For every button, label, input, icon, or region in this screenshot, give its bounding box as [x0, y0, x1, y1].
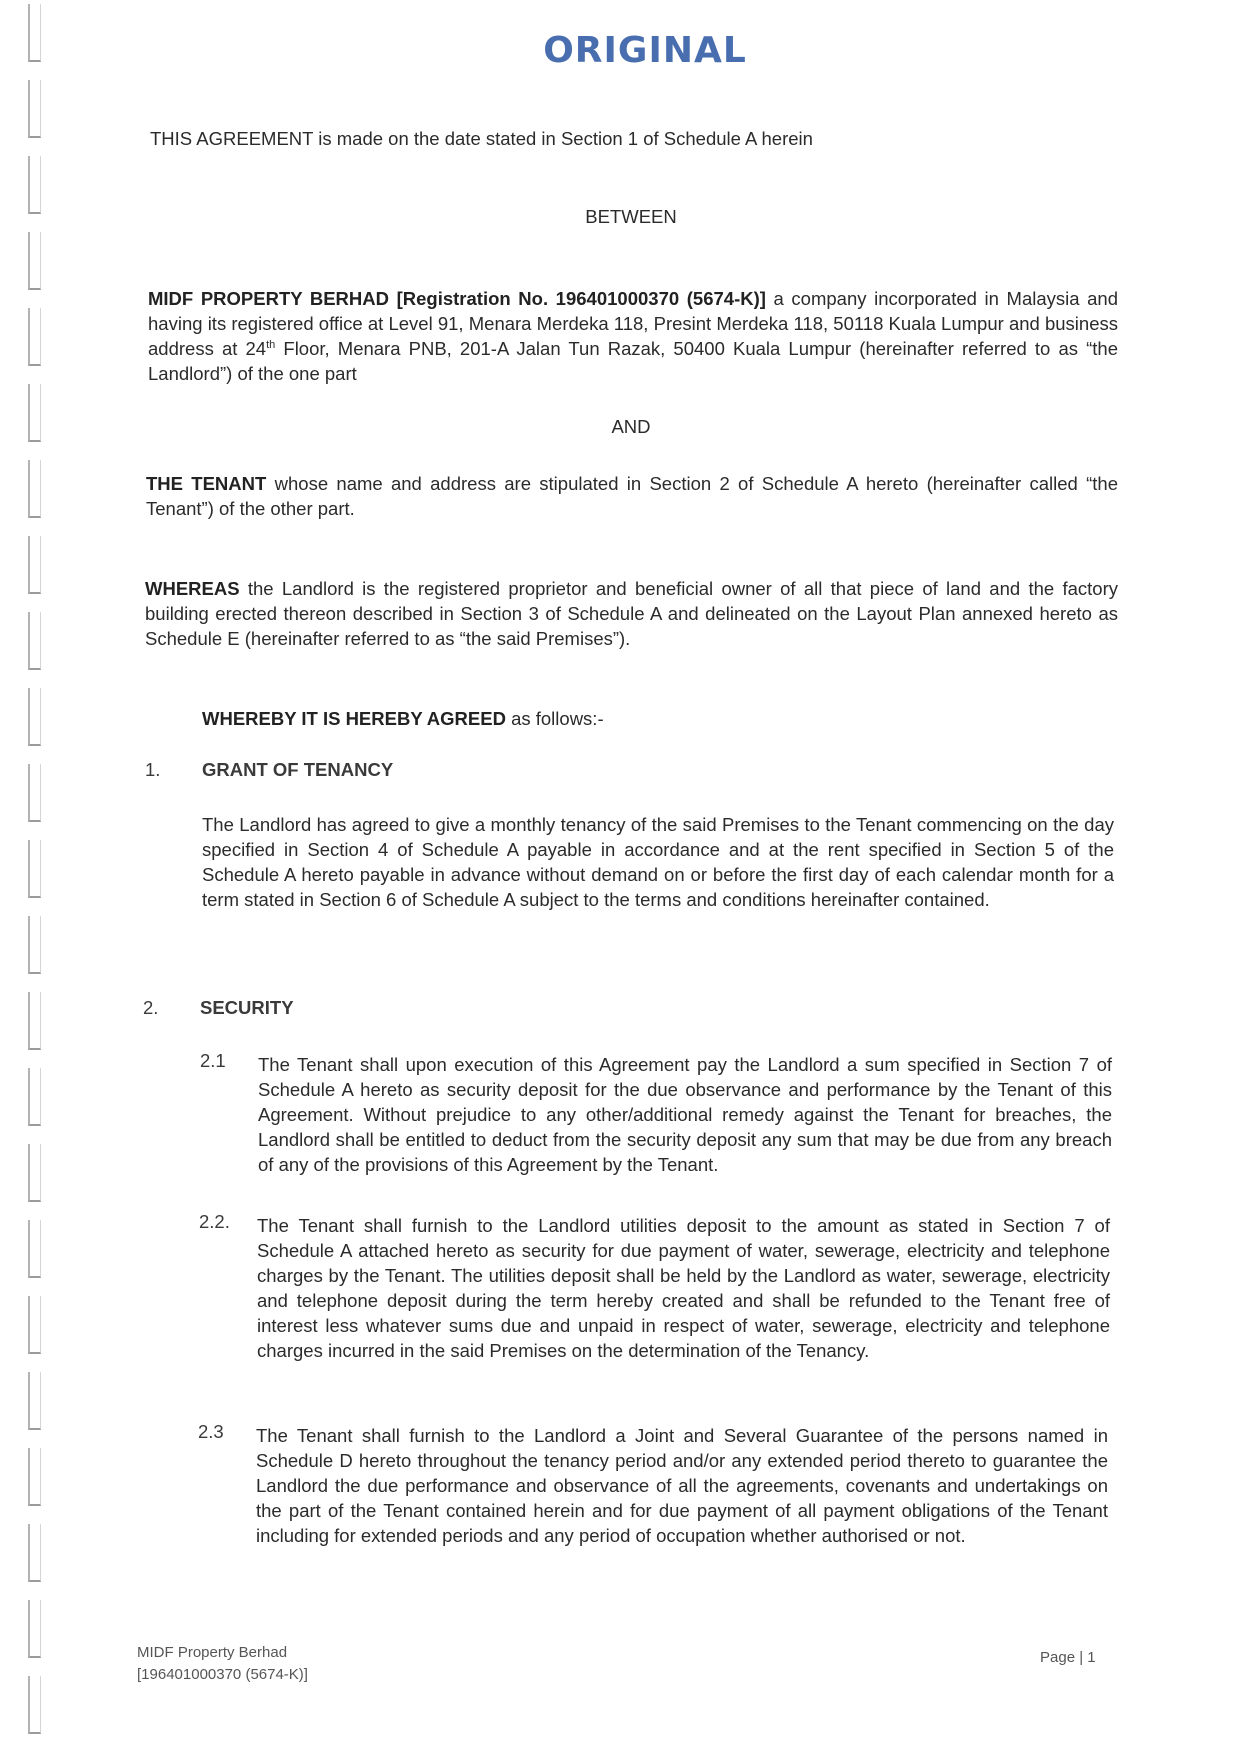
binder-mark	[28, 1448, 41, 1506]
tenant-paragraph	[146, 471, 1118, 521]
whereas-text: the Landlord is the registered proprietor and beneficial owner of all that piece of land and the factory building erected thereon described in Section 3 of Schedule A and delineated on the Layout Plan annexed hereto as Schedule E (hereinafter referred to as “the said Premises”).	[145, 578, 1118, 649]
agreed-label: WHEREBY IT IS HEREBY AGREED	[202, 708, 506, 729]
binder-mark	[28, 1524, 41, 1582]
footer-company-name: MIDF Property Berhad	[137, 1644, 288, 1661]
binder-marks	[22, 0, 52, 1753]
binder-mark	[28, 80, 41, 138]
binder-mark	[28, 460, 41, 518]
landlord-text-a: a company incorporated in Malaysia and having its registered office at Level 91, Menara Merdeka 118, Presint Merdeka 118, 50118 Kuala Lumpur and business address at 24	[148, 288, 1118, 359]
binder-mark	[28, 688, 41, 746]
agreed-text: as follows:-	[505, 708, 604, 729]
clause-2-1-number: 2.1	[200, 1050, 226, 1071]
between-label: BETWEEN	[585, 206, 677, 227]
binder-mark	[28, 1600, 41, 1658]
agreed-line	[202, 706, 902, 731]
footer-registration: [196401000370 (5674-K)]	[137, 1666, 308, 1683]
intro-text: THIS AGREEMENT is made on the date stated in Section 1 of Schedule A herein	[150, 128, 813, 149]
tenant-text: whose name and address are stipulated in Section 2 of Schedule A hereto (hereinafter called “the Tenant”) of the other part.	[146, 473, 1118, 519]
binder-mark	[28, 764, 41, 822]
binder-mark	[28, 992, 41, 1050]
section-1-title: GRANT OF TENANCY	[202, 759, 394, 780]
whereas-paragraph	[145, 576, 1118, 651]
binder-mark	[28, 840, 41, 898]
binder-mark	[28, 1144, 41, 1202]
section-1-body: The Landlord has agreed to give a monthly tenancy of the said Premises to the Tenant commencing on the day specified in Section 4 of Schedule A payable in accordance and at the rent specified in Section 5 of the Schedule A hereto payable in advance without demand on or before the first day of each calendar month for a term stated in Section 6 of Schedule A subject to the terms and conditions hereinafter contained.	[202, 814, 1114, 910]
landlord-text-b: Floor, Menara PNB, 201-A Jalan Tun Razak, 50400 Kuala Lumpur (hereinafter referred to as “the Landlord”) of the one part	[148, 338, 1118, 384]
tenant-label: THE TENANT	[146, 473, 267, 494]
binder-mark	[28, 232, 41, 290]
clause-2-2-text: The Tenant shall furnish to the Landlord utilities deposit to the amount as stated in Section 7 of Schedule A attached hereto as security for due payment of water, sewerage, electricity and telephone charges by the Tenant. The utilities deposit shall be held by the Landlord as water, sewerage, electricity and telephone deposit during the term hereby created and shall be refunded to the Tenant free of interest less whatever sums due and unpaid in respect of water, sewerage, electricity and telephone charges incurred in the said Premises on the determination of the Tenancy.	[257, 1215, 1110, 1361]
binder-mark	[28, 1676, 41, 1734]
footer-company	[137, 1642, 308, 1686]
landlord-name: MIDF PROPERTY BERHAD [Registration No. 196401000370 (5674-K)]	[148, 288, 766, 309]
landlord-paragraph	[148, 286, 1118, 386]
and-label: AND	[611, 416, 651, 437]
binder-mark	[28, 612, 41, 670]
original-stamp: ORIGINAL	[543, 30, 747, 71]
page-number: Page | 1	[1040, 1649, 1096, 1666]
section-2-title: SECURITY	[200, 997, 294, 1018]
binder-mark	[28, 1296, 41, 1354]
binder-mark	[28, 1220, 41, 1278]
landlord-sup: th	[266, 338, 276, 351]
clause-2-1-text: The Tenant shall upon execution of this Agreement pay the Landlord a sum specified in Section 7 of Schedule A hereto as security deposit for the due observance and performance by the Tenant of this Agreement. Without prejudice to any other/additional remedy against the Tenant for breaches, the Landlord shall be entitled to deduct from the security deposit any sum that may be due from any breach of any of the provisions of this Agreement by the Tenant.	[258, 1054, 1112, 1175]
binder-mark	[28, 1068, 41, 1126]
clause-2-3-number: 2.3	[198, 1421, 224, 1442]
binder-mark	[28, 916, 41, 974]
section-1-number: 1.	[145, 759, 161, 780]
clause-2-3-text: The Tenant shall furnish to the Landlord a Joint and Several Guarantee of the persons named in Schedule D hereto throughout the tenancy period and/or any extended period thereto to guarantee the Landlord the due performance and observance of all the agreements, covenants and undertakings on the part of the Tenant contained herein and for due payment of all payment obligations of the Tenant including for extended periods and any period of occupation whether authorised or not.	[256, 1425, 1108, 1546]
binder-mark	[28, 536, 41, 594]
whereas-label: WHEREAS	[145, 578, 240, 599]
binder-mark	[28, 1372, 41, 1430]
binder-mark	[28, 308, 41, 366]
clause-2-2-number: 2.2.	[199, 1211, 230, 1232]
section-2-number: 2.	[143, 997, 159, 1018]
